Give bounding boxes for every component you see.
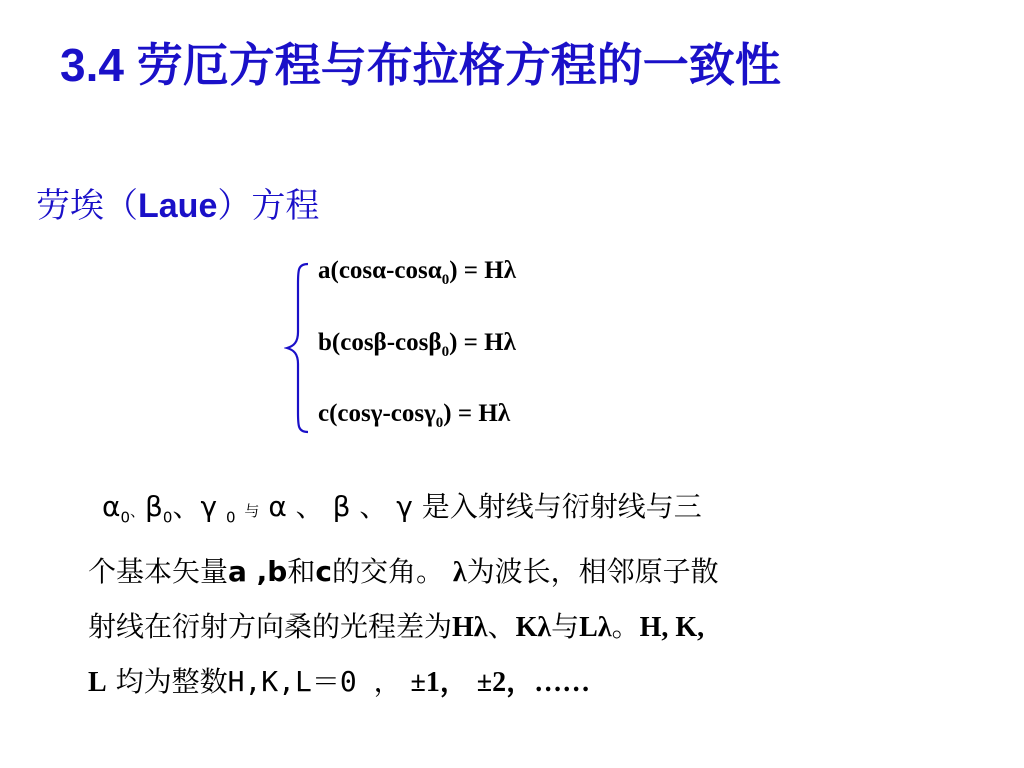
paragraph-line-1 [88, 480, 928, 545]
alpha-symbol: α [102, 490, 121, 523]
paragraph-line-4 [88, 655, 928, 710]
k-lambda: Kλ [515, 611, 552, 643]
paragraph-line-3 [88, 600, 928, 655]
vector-a: a , [228, 554, 268, 588]
line-2-middle: 的交角。 [331, 554, 444, 588]
plus-minus-1: ±1， [410, 666, 468, 698]
gamma-subscript: 0 [225, 508, 236, 527]
line-3-sep-2: 与 [551, 609, 580, 643]
beta-symbol: β [145, 490, 163, 523]
eq-a-lhs: a(cosα-cosα [318, 257, 442, 284]
line-1-rest: α 、 β 、 γ 是入射线与衍射线与三 [268, 490, 702, 523]
heading-cn-prefix: 劳埃（ [36, 187, 138, 225]
section-heading [36, 186, 319, 227]
separator-1: 、 [130, 502, 146, 520]
gamma-symbol: γ [200, 490, 218, 523]
eq-c-rhs: ) = Hλ [443, 400, 511, 427]
heading-cn-suffix: ）方程 [217, 187, 320, 225]
small-conjunction: 与 [244, 502, 260, 520]
line-2-tail: 为波长，相邻原子散 [466, 554, 719, 588]
slide-title: 3.4 劳厄方程与布拉格方程的一致性 [60, 39, 781, 91]
hk-label: H, K, [639, 611, 705, 643]
line-3-sep-3: 。 [611, 609, 640, 643]
beta-subscript: 0 [162, 508, 173, 527]
eq-b-rhs: ) = Hλ [449, 329, 516, 356]
eq-a-rhs: ) = Hλ [449, 257, 517, 284]
eq-c-subscript: 0 [435, 415, 444, 431]
vector-b: b [267, 554, 288, 588]
conjunction-and: 和 [287, 554, 316, 588]
line-2-prefix: 个基本矢量 [88, 554, 229, 588]
heading-en: Laue [138, 187, 218, 225]
eq-c-lhs: c(cosγ-cosγ [318, 400, 436, 427]
eq-a-subscript: 0 [441, 272, 450, 288]
hkl-values: H,K,L＝0 ， [227, 664, 402, 698]
explanation-paragraph [88, 480, 928, 710]
l-lambda: Lλ [579, 611, 612, 643]
h-lambda: Hλ [452, 611, 488, 643]
vector-c: c [315, 554, 332, 588]
eq-b-lhs: b(cosβ-cosβ [318, 329, 442, 356]
laue-equation-a [318, 258, 516, 288]
ellipsis: …… [534, 666, 591, 698]
laue-equation-c [318, 401, 510, 431]
line-3-prefix: 射线在衍射方向桑的光程差为 [88, 609, 453, 643]
plus-minus-2: ±2， [476, 666, 535, 698]
laue-equation-b [318, 330, 516, 360]
alpha-subscript: 0 [120, 508, 131, 527]
paragraph-line-2 [88, 545, 928, 600]
left-brace-icon [284, 262, 314, 434]
line-4-cn: 均为整数 [106, 664, 228, 698]
line-3-sep-1: 、 [487, 609, 516, 643]
lambda-symbol: λ [452, 556, 467, 588]
eq-b-subscript: 0 [441, 344, 450, 360]
l-label: L [88, 666, 107, 698]
separator-2: 、 [172, 490, 201, 523]
